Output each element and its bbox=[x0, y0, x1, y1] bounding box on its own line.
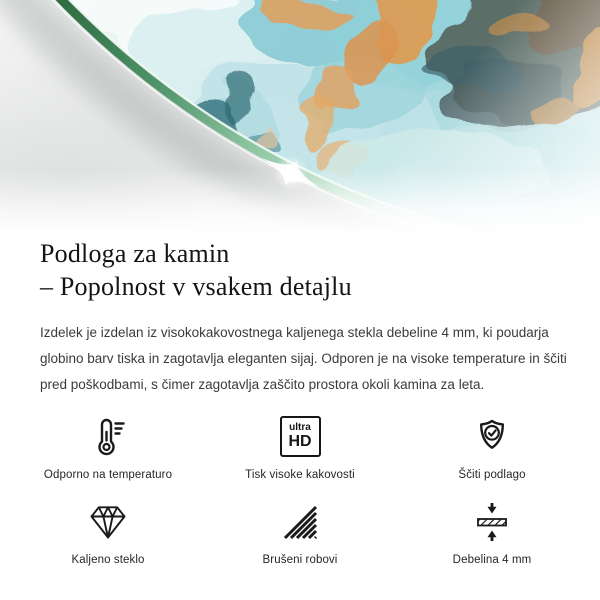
diamond-icon bbox=[86, 497, 130, 547]
ultra-hd-text-bottom: HD bbox=[288, 433, 312, 451]
features-grid bbox=[0, 412, 600, 566]
feature-thickness bbox=[396, 497, 588, 566]
title-line-2: – Popolnost v vsakem detajlu bbox=[40, 272, 352, 301]
ultra-hd-icon bbox=[280, 412, 321, 462]
polished-edges-icon bbox=[278, 497, 322, 547]
product-image bbox=[0, 0, 600, 234]
feature-label: Debelina 4 mm bbox=[452, 553, 532, 566]
glass-panel-illustration bbox=[0, 0, 600, 234]
feature-label: Ščiti podlago bbox=[458, 468, 526, 481]
page-title bbox=[40, 237, 572, 303]
feature-label: Tisk visoke kakovosti bbox=[245, 468, 355, 481]
feature-protects-surface bbox=[396, 412, 588, 481]
thickness-arrows-icon bbox=[470, 497, 514, 547]
shield-check-icon bbox=[470, 412, 514, 462]
ultra-hd-text-top: ultra bbox=[289, 422, 311, 434]
product-description: Izdelek je izdelan iz visokokakovostnega kaljenega stekla debeline 4 mm, ki poudarja globino barv tiska in zagotavlja eleganten sijaj. Odporen je na visoke temperature in ščiti pred poškodbami, s čimer zagotavlja zaščito prostora okoli kamina za leta. bbox=[40, 325, 567, 393]
feature-heat-resistant bbox=[12, 412, 204, 481]
feature-label: Brušeni robovi bbox=[262, 553, 338, 566]
feature-polished-edges bbox=[204, 497, 396, 566]
content-block bbox=[0, 237, 600, 398]
feature-label: Odporno na temperaturo bbox=[43, 468, 173, 481]
feature-tempered-glass bbox=[12, 497, 204, 566]
feature-label: Kaljeno steklo bbox=[71, 553, 145, 566]
thermometer-icon bbox=[86, 412, 130, 462]
feature-print-quality bbox=[204, 412, 396, 481]
title-line-1: Podloga za kamin bbox=[40, 239, 230, 268]
